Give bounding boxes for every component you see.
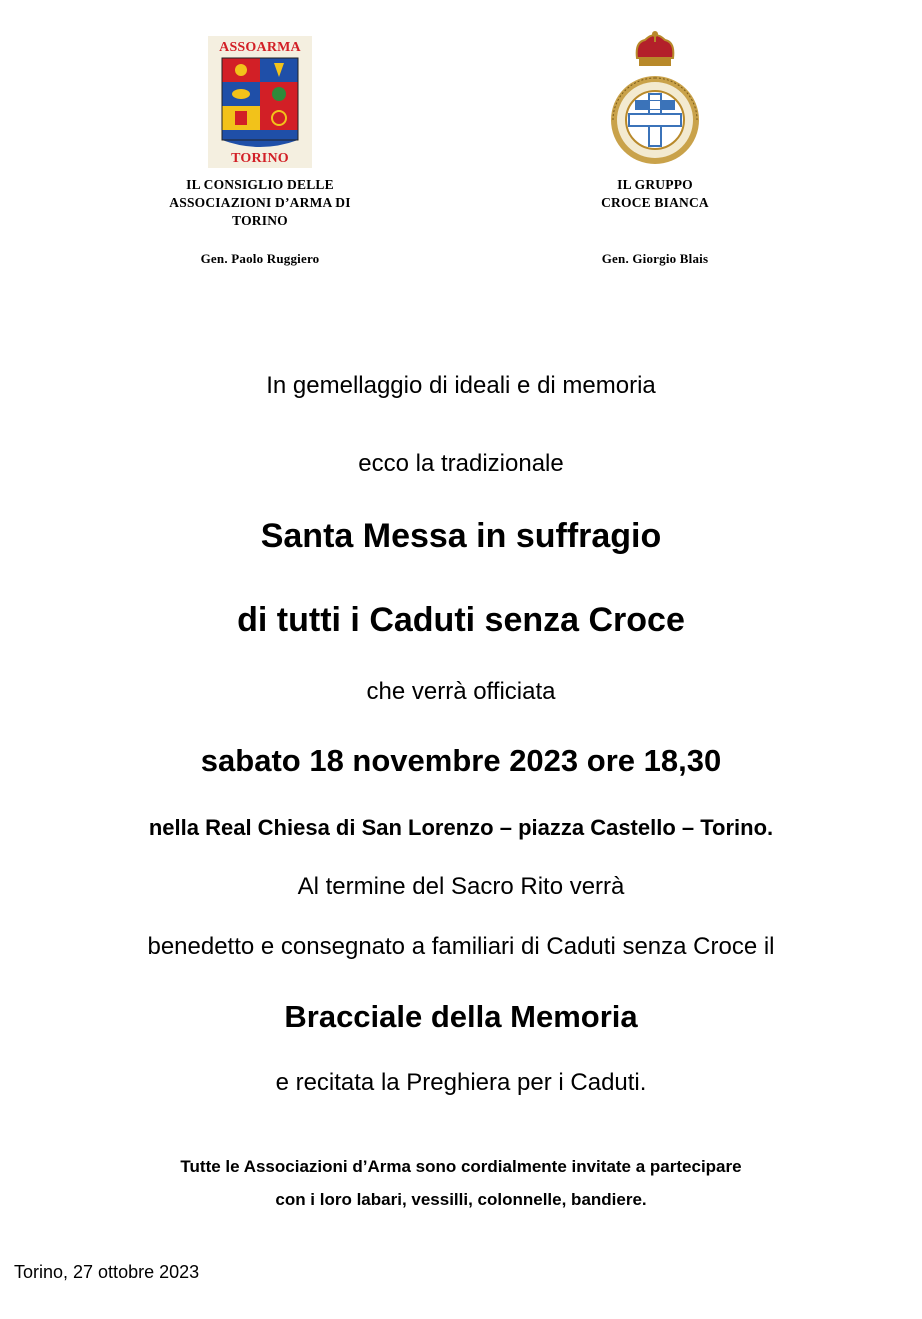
assoarma-logo: [208, 36, 312, 168]
assoarma-name-line2: ASSOCIAZIONI D’ARMA DI: [169, 195, 351, 210]
footer-place-date: Torino, 27 ottobre 2023: [14, 1262, 200, 1282]
event-date: sabato 18 novembre 2023 ore 18,30: [200, 743, 722, 778]
benedetto-line: benedetto e consegnato a familiari di Caduti senza Croce il: [147, 933, 775, 960]
event-place: nella Real Chiesa di San Lorenzo – piazza Castello – Torino.: [148, 815, 774, 840]
officiata-line: che verrà officiata: [366, 678, 556, 705]
intro-line-2: ecco la tradizionale: [358, 450, 564, 477]
svg-text:TORINO: TORINO: [231, 151, 289, 166]
crown-icon: [637, 31, 674, 66]
invito-line-1: Tutte le Associazioni d’Arma sono cordialmente invitate a partecipare: [180, 1157, 742, 1176]
assoarma-name-line3: TORINO: [232, 213, 288, 228]
title-line-2: di tutti i Caduti senza Croce: [237, 601, 685, 639]
invito-line-2: con i loro labari, vessilli, colonnelle, bandiere.: [275, 1190, 647, 1209]
croce-bianca-name-line1: IL GRUPPO: [617, 177, 693, 192]
croce-bianca-leader: Gen. Giorgio Blais: [601, 251, 709, 266]
croce-bianca-block: [560, 28, 750, 268]
title-line-1: Santa Messa in suffragio: [260, 517, 662, 555]
croce-bianca-seal: [595, 28, 715, 168]
rito-line: Al termine del Sacro Rito verrà: [297, 873, 625, 900]
preghiera-line: e recitata la Preghiera per i Caduti.: [275, 1069, 647, 1096]
svg-text:ASSOARMA: ASSOARMA: [219, 40, 301, 55]
assoarma-name-line1: IL CONSIGLIO DELLE: [186, 177, 334, 192]
bracciale-title: Bracciale della Memoria: [284, 999, 638, 1034]
intro-line-1: In gemellaggio di ideali e di memoria: [266, 372, 656, 399]
assoarma-leader: Gen. Paolo Ruggiero: [200, 251, 320, 266]
croce-bianca-name-line2: CROCE BIANCA: [601, 195, 709, 210]
assoarma-block: [130, 36, 390, 268]
